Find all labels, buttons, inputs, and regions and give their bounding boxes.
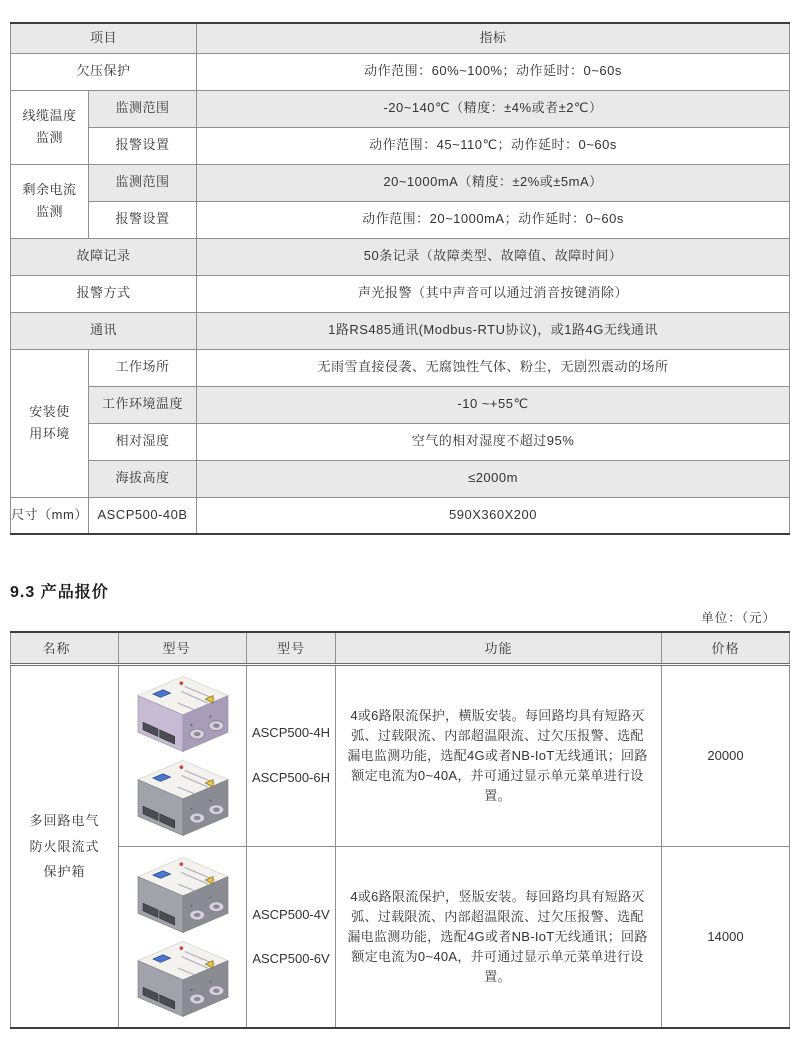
spec-table [10,22,790,535]
row-label: 相对湿度 [89,423,197,460]
row-label: 报警设置 [89,127,197,164]
price-value: 20000 [662,664,790,846]
section-title: 9.3 产品报价 [10,584,109,601]
quote-header-name: 名称 [11,632,119,664]
model-number: ASCP500-6V [252,950,330,966]
spec-row-workplace [11,349,790,386]
model-number: ASCP500-6H [251,769,331,785]
quote-header-row [11,632,790,664]
product-image [133,673,233,755]
size-model: ASCP500-40B [89,497,197,534]
row-label: 工作环境温度 [89,386,197,423]
row-value: 50条记录（故障类型、故障值、故障时间） [197,238,790,275]
model-list [247,846,336,1028]
row-value: -10 ~+55℃ [197,386,790,423]
spec-header-row [11,23,790,53]
row-value: 无雨雪直接侵袭、无腐蚀性气体、粉尘，无剧烈震动的场所 [197,349,790,386]
row-value: -20~140℃（精度：±4%或者±2℃） [197,90,790,127]
row-value: 20~1000mA（精度：±2%或±5mA） [197,164,790,201]
row-value: ≤2000m [197,460,790,497]
spec-row-humidity [11,423,790,460]
row-label: 通讯 [11,312,197,349]
spec-row-work-temp [11,386,790,423]
quote-row-horizontal [11,664,790,846]
row-label: 报警方式 [11,275,197,312]
row-value: 声光报警（其中声音可以通过消音按键消除） [197,275,790,312]
spec-row-residual-alarm [11,201,790,238]
row-label: 故障记录 [11,238,197,275]
row-label: 欠压保护 [11,53,197,90]
quote-table [10,631,790,1029]
quote-header-model-image: 型号 [119,632,247,664]
product-image [133,938,233,1020]
group-label-environment: 安装使 用环境 [11,349,89,497]
row-label: 报警设置 [89,201,197,238]
row-value: 动作范围：45~110℃；动作延时：0~60s [197,127,790,164]
row-value: 动作范围：60%~100%；动作延时：0~60s [197,53,790,90]
row-value: 1路RS485通讯(Modbus-RTU协议)，或1路4G无线通讯 [197,312,790,349]
function-description: 4或6路限流保护，竖版安装。每回路均具有短路灭弧、过载限流、内部超温限流、过欠压报警、选配漏电监测功能，选配4G或者NB-IoT无线通讯；回路额定电流为0~40A，并可通过显示单元菜单进行设置。 [336,846,662,1028]
spec-header-item: 项目 [11,23,197,53]
quote-header-price: 价格 [662,632,790,664]
spec-row-cable-temp-alarm [11,127,790,164]
quote-header-function: 功能 [336,632,662,664]
product-image-cell [119,664,247,846]
row-value: 动作范围：20~1000mA；动作延时：0~60s [197,201,790,238]
quote-row-vertical [11,846,790,1028]
row-value: 空气的相对湿度不超过95% [197,423,790,460]
model-number: ASCP500-4V [252,906,330,922]
price-value: 14000 [662,846,790,1028]
spec-row-residual-range [11,164,790,201]
row-label: 尺寸（mm） [11,497,89,534]
spec-row-cable-temp-range [11,90,790,127]
quote-section-header [10,579,790,626]
row-value: 590X360X200 [197,497,790,534]
row-label: 监测范围 [89,164,197,201]
model-number: ASCP500-4H [251,725,331,741]
product-image [133,854,233,936]
row-label: 监测范围 [89,90,197,127]
product-name: 多回路电气 防火限流式 保护箱 [11,664,119,1028]
product-image-cell [119,846,247,1028]
row-label: 海拔高度 [89,460,197,497]
spec-row-communication [11,312,790,349]
group-label-cable-temp: 线缆温度 监测 [11,90,89,164]
row-label: 工作场所 [89,349,197,386]
spec-row-altitude [11,460,790,497]
spec-row-alarm-mode [11,275,790,312]
spec-row-size [11,497,790,534]
model-list [247,664,336,846]
unit-note: 单位：（元） [701,611,776,625]
function-description: 4或6路限流保护，横版安装。每回路均具有短路灭弧、过载限流、内部超温限流、过欠压报警、选配漏电监测功能，选配4G或者NB-IoT无线通讯；回路额定电流为0~40A，并可通过显示单元菜单进行设置。 [336,664,662,846]
quote-header-model: 型号 [247,632,336,664]
spec-row-undervoltage [11,53,790,90]
group-label-residual-current: 剩余电流 监测 [11,164,89,238]
product-image [133,757,233,839]
spec-row-fault-record [11,238,790,275]
spec-header-indicator: 指标 [197,23,790,53]
